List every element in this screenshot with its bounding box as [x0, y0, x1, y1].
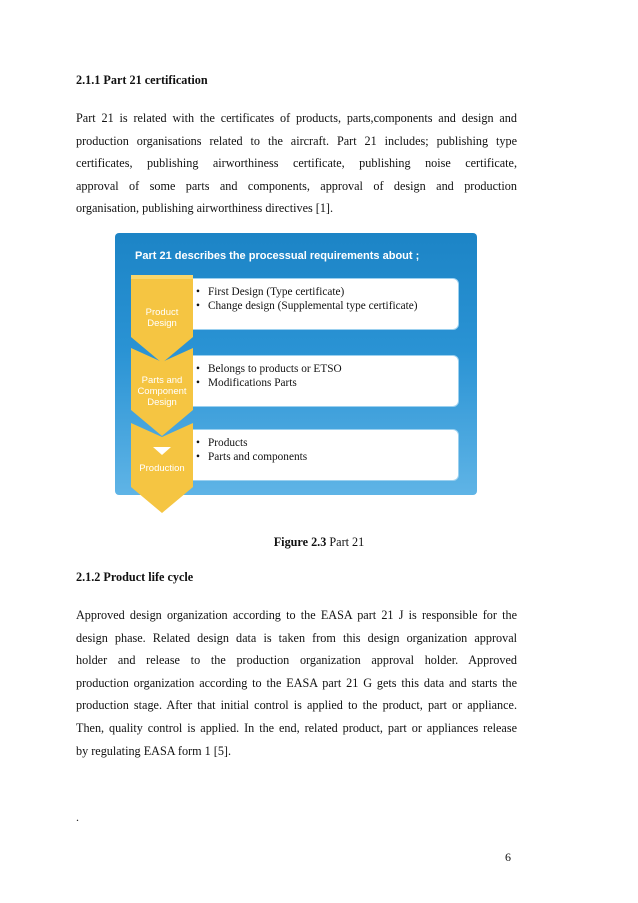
- figure-caption: [0, 535, 638, 550]
- paragraph-part21: [76, 107, 517, 220]
- paragraph-line: Part 21 is related with the certificates of products, parts,components and design and: [76, 111, 517, 125]
- section-heading-part21: 2.1.1 Part 21 certification: [76, 73, 208, 87]
- caption-label: Figure 2.3: [273, 535, 327, 549]
- paragraph-line: production organisations related to the aircraft. Part 21 includes; publishing type: [76, 133, 517, 148]
- paragraph-line: organisation, publishing airworthiness directives [1].: [76, 201, 334, 216]
- stage-box-parts-design: [185, 355, 459, 407]
- list-item: • First Design (Type certificate): [200, 285, 458, 299]
- list-item: • Change design (Supplemental type certificate): [200, 299, 458, 313]
- paragraph-line: certificates, publishing airworthiness certificate, publishing noise certificate,: [76, 156, 517, 171]
- section-heading-life-cycle: 2.1.2 Product life cycle: [76, 570, 194, 584]
- paragraph-line: holder and release to the production organization approval holder. Approved: [76, 653, 517, 668]
- stage-box-product-design: [185, 278, 459, 330]
- stage-box-production: [185, 429, 459, 481]
- list-item: • Belongs to products or ETSO: [200, 362, 458, 376]
- part21-figure: [115, 233, 477, 516]
- list-item: • Modifications Parts: [200, 376, 458, 390]
- paragraph-life-cycle: [76, 604, 517, 762]
- paragraph-line: Approved design organization according to the EASA part 21 J is responsible for the: [76, 608, 517, 622]
- paragraph-line: production organization according to the EASA part 21 G gets this data and starts the: [76, 675, 517, 690]
- paragraph-line: by regulating EASA form 1 [5].: [76, 743, 232, 758]
- stage-label-production: Production: [139, 463, 185, 474]
- paragraph-line: production stage. After that initial control is applied to the product, part or appliance.: [76, 698, 517, 713]
- list-item: • Parts and components: [200, 450, 458, 464]
- stage-label-product-design: Product Design: [145, 307, 179, 329]
- page-number: 6: [505, 850, 511, 864]
- figure-title: Part 21 describes the processual requirements about ;: [135, 250, 420, 262]
- stray-dot: .: [76, 810, 79, 824]
- caption-text: Part 21: [326, 535, 365, 549]
- stage-label-parts-design: Parts and Component Design: [137, 375, 187, 408]
- list-item: • Products: [200, 436, 458, 450]
- paragraph-line: approval of some parts and components, approval of design and production: [76, 178, 517, 193]
- paragraph-line: Then, quality control is applied. In the end, related product, part or appliances release: [76, 720, 517, 735]
- paragraph-line: design phase. Related design data is taken from this design organization approval: [76, 630, 517, 645]
